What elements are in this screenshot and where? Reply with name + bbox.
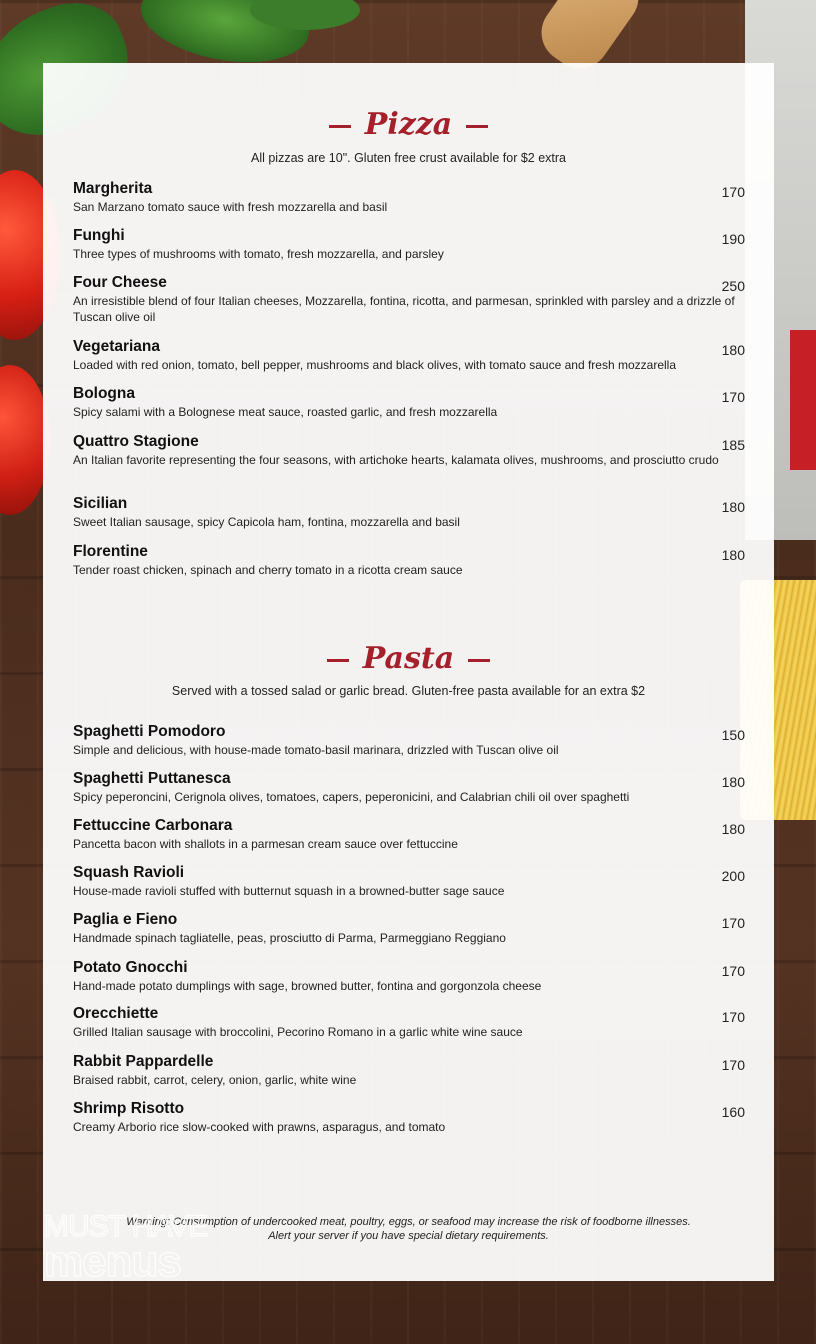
menu-item: [73, 227, 745, 262]
item-price: 170: [721, 1009, 745, 1025]
cloth-stripe-decoration: [790, 330, 816, 470]
item-description: Braised rabbit, carrot, celery, onion, garlic, white wine: [73, 1073, 357, 1087]
item-description: Loaded with red onion, tomato, bell pepper, mushrooms and black olives, with tomato sauce and fresh mozzarella: [73, 358, 676, 372]
item-description: Sweet Italian sausage, spicy Capicola ham, fontina, mozzarella and basil: [73, 515, 460, 529]
title-dash-left: [329, 125, 351, 128]
item-name: Shrimp Risotto: [73, 1100, 185, 1117]
menu-item: [73, 274, 745, 325]
item-price: 185: [721, 437, 745, 453]
item-name: Squash Ravioli: [73, 864, 185, 881]
title-dash-right: [466, 125, 488, 128]
item-description: Grilled Italian sausage with broccolini, Pecorino Romano in a garlic white wine sauce: [73, 1025, 523, 1039]
title-dash-left: [327, 659, 349, 662]
item-description: Three types of mushrooms with tomato, fresh mozzarella, and parsley: [73, 247, 444, 261]
menu-item: [73, 543, 745, 578]
pasta-note: Served with a tossed salad or garlic bread. Gluten-free pasta available for an extra $2: [171, 684, 646, 698]
item-name: Sicilian: [73, 495, 128, 512]
item-description: Tender roast chicken, spinach and cherry tomato in a ricotta cream sauce: [73, 563, 463, 577]
item-price: 160: [721, 1104, 745, 1120]
item-name: Vegetariana: [73, 338, 161, 355]
item-price: 170: [721, 963, 745, 979]
item-price: 180: [721, 821, 745, 837]
item-price: 180: [721, 547, 745, 563]
item-name: Potato Gnocchi: [73, 959, 188, 976]
item-description: Pancetta bacon with shallots in a parmesan cream sauce over fettuccine: [73, 837, 458, 851]
menu-item: [73, 723, 745, 758]
item-price: 150: [721, 727, 745, 743]
item-name: Spaghetti Puttanesca: [73, 770, 231, 787]
item-name: Funghi: [73, 227, 125, 244]
pasta-section-title: Pasta: [43, 641, 774, 676]
menu-item: [73, 1053, 745, 1088]
item-description: Spicy salami with a Bolognese meat sauce, roasted garlic, and fresh mozzarella: [73, 405, 498, 419]
item-name: Spaghetti Pomodoro: [73, 723, 226, 740]
menu-item: [73, 385, 745, 420]
item-price: 180: [721, 342, 745, 358]
item-price: 180: [721, 774, 745, 790]
item-description: Creamy Arborio rice slow-cooked with prawns, asparagus, and tomato: [73, 1120, 446, 1134]
pizza-section-title: Pizza: [43, 107, 774, 142]
item-name: Paglia e Fieno: [73, 911, 178, 928]
item-description: An irresistible blend of four Italian cheeses, Mozzarella, fontina, ricotta, and parmesan, sprinkled with parsley and a drizzle of Tuscan olive oil: [73, 294, 735, 324]
item-price: 170: [721, 184, 745, 200]
menu-item: [73, 959, 745, 994]
title-dash-right: [468, 659, 490, 662]
menu-item: [73, 864, 745, 899]
menu-item: [73, 433, 745, 468]
menu-item: [73, 770, 745, 805]
musthavemenus-watermark-logo: MUST HAVE menus: [44, 1210, 208, 1286]
menu-item: [73, 180, 745, 215]
menu-card: [43, 63, 774, 1286]
item-name: Fettuccine Carbonara: [73, 817, 233, 834]
menu-item: [73, 817, 745, 852]
menu-item: [73, 338, 745, 373]
menu-item: [73, 1005, 745, 1040]
item-name: Bologna: [73, 385, 135, 402]
item-price: 190: [721, 231, 745, 247]
item-price: 170: [721, 1057, 745, 1073]
item-description: House-made ravioli stuffed with butternut squash in a browned-butter sage sauce: [73, 884, 505, 898]
item-name: Rabbit Pappardelle: [73, 1053, 214, 1070]
item-description: Simple and delicious, with house-made tomato-basil marinara, drizzled with Tuscan olive oil: [73, 743, 559, 757]
item-price: 250: [721, 278, 745, 294]
menu-item: [73, 1100, 745, 1135]
pizza-note: All pizzas are 10". Gluten free crust available for $2 extra: [250, 151, 566, 165]
item-description: Spicy peperoncini, Cerignola olives, tomatoes, capers, peperonicini, and Calabrian chili oil over spaghetti: [73, 790, 630, 804]
item-name: Four Cheese: [73, 274, 167, 291]
item-name: Margherita: [73, 180, 153, 197]
item-price: 180: [721, 499, 745, 515]
item-name: Quattro Stagione: [73, 433, 199, 450]
item-description: San Marzano tomato sauce with fresh mozzarella and basil: [73, 200, 388, 214]
dietary-warning: Warning: Consumption of undercooked meat, poultry, eggs, or seafood may increase the risk of foodborne illnesses. Alert your server if you have special dietary requirements.: [126, 1216, 691, 1242]
item-price: 170: [721, 389, 745, 405]
item-name: Orecchiette: [73, 1005, 159, 1022]
menu-item: [73, 911, 745, 946]
item-price: 200: [721, 868, 745, 884]
item-description: An Italian favorite representing the four seasons, with artichoke hearts, kalamata olives, mushrooms, and prosciutto crudo: [73, 453, 719, 467]
item-price: 170: [721, 915, 745, 931]
item-description: Handmade spinach tagliatelle, peas, prosciutto di Parma, Parmeggiano Reggiano: [73, 931, 506, 945]
item-name: Florentine: [73, 543, 148, 560]
item-description: Hand-made potato dumplings with sage, browned butter, fontina and gorgonzola cheese: [73, 979, 542, 993]
menu-item: [73, 495, 745, 530]
